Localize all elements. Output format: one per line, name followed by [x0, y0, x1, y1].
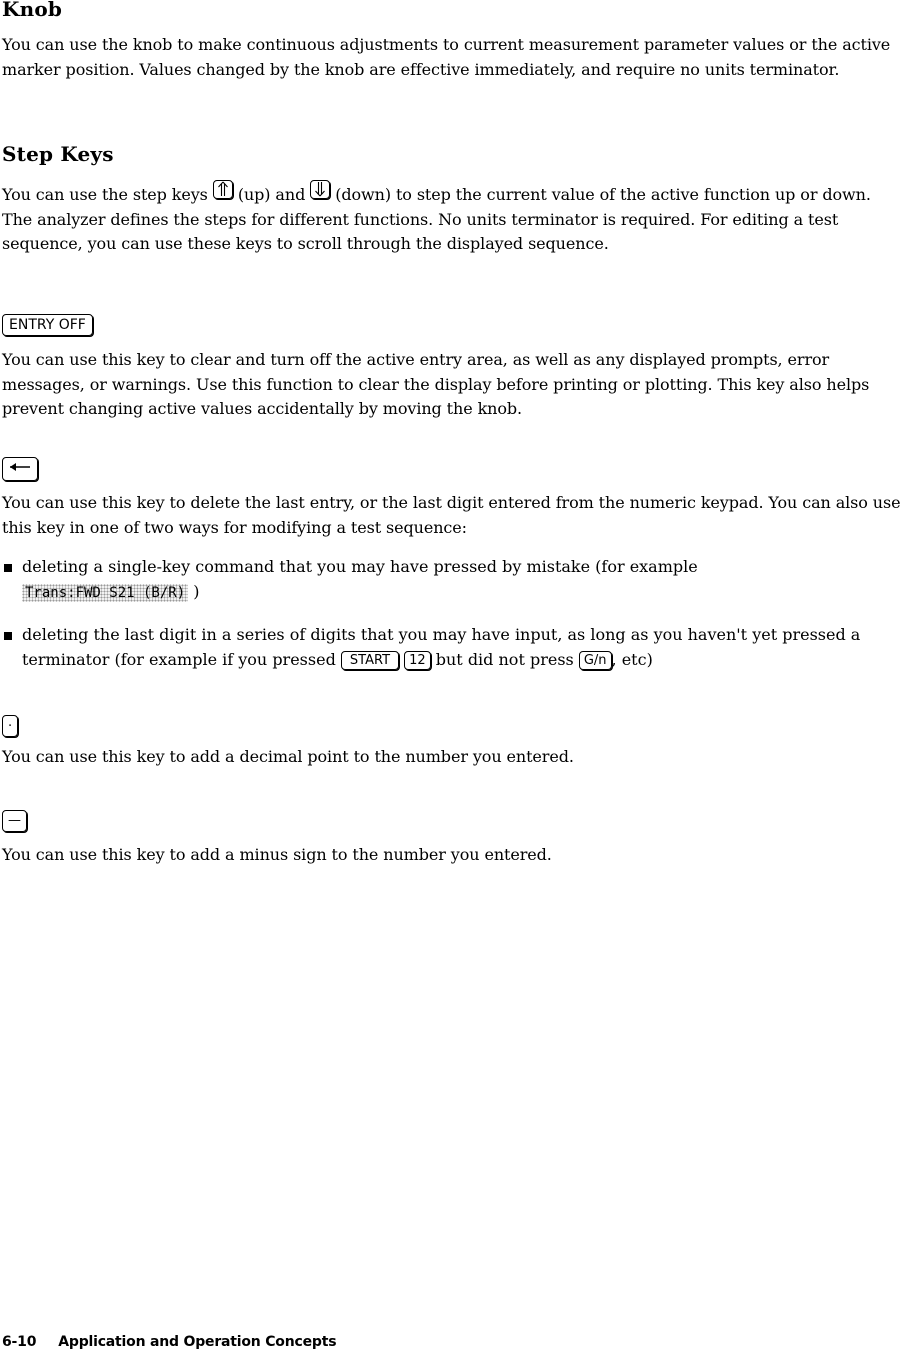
minus-key-heading [2, 810, 27, 832]
bullet-2-text-before: deleting the last digit in a series of digits that you may have input, as long as you haven't yet pressed a terminator (for example if you pressed [22, 625, 861, 669]
entry-off-paragraph: You can use this key to clear and turn off the active entry area, as well as any displayed prompts, error messages, or warnings. Use this function to clear the display before printing or plotting. This key also helps prevent changing active values accidentally by moving the knob. [2, 350, 870, 418]
entry-off-key-heading [2, 314, 93, 336]
entry-off-key[interactable]: ENTRY OFF [2, 314, 93, 336]
bullet-square-icon [4, 564, 12, 572]
g-n-key[interactable]: G/n [579, 651, 612, 670]
bullet-item-2 [2, 623, 902, 672]
step-keys-text-3: (down) to step the current value of the active function up or down. The analyzer defines the steps for different functions. No units terminator is required. For editing a test sequence, you can use these keys to scroll through the displayed sequence. [2, 185, 871, 253]
page-footer [2, 1334, 336, 1350]
step-keys-paragraph [2, 180, 902, 257]
decimal-key[interactable]: . [2, 715, 18, 737]
down-arrow-key[interactable] [310, 180, 330, 199]
bullet-item-1 [2, 555, 902, 604]
decimal-paragraph: You can use this key to add a decimal point to the number you entered. [2, 747, 574, 766]
backspace-key-heading [2, 457, 38, 486]
minus-key[interactable]: — [2, 810, 27, 832]
backspace-key[interactable] [2, 457, 38, 481]
backspace-arrow-icon [8, 460, 32, 474]
step-keys-text-2: (up) and [237, 185, 306, 204]
bullet-2-text-middle: but did not press [435, 649, 574, 669]
knob-paragraph: You can use the knob to make continuous adjustments to current measurement parameter values or the active marker position. Values changed by the knob are effective immediately, and require no units terminator. [2, 35, 891, 79]
bullet-2-text-after: , etc) [611, 649, 653, 669]
up-arrow-icon [217, 181, 229, 197]
bullet-square-icon [4, 632, 12, 640]
decimal-key-heading [2, 712, 18, 737]
backspace-paragraph: You can use this key to delete the last entry, or the last digit entered from the numeric keypad. You can also use this key in one of two ways for modifying a test sequence: [2, 493, 901, 537]
bullet-1-text-after: ) [193, 581, 200, 601]
knob-heading: Knob [2, 0, 63, 21]
digit-12-key[interactable]: 12 [404, 651, 431, 670]
up-arrow-key[interactable] [213, 180, 233, 199]
footer-section-title: Application and Operation Concepts [58, 1334, 337, 1350]
start-key[interactable]: START [341, 651, 399, 670]
step-keys-heading: Step Keys [2, 142, 114, 166]
minus-paragraph: You can use this key to add a minus sign to the number you entered. [2, 845, 552, 864]
bullet-1-text-before: deleting a single-key command that you may have pressed by mistake (for example [22, 557, 698, 576]
page-number: 6-10 [2, 1334, 37, 1350]
step-keys-text-1: You can use the step keys [2, 185, 208, 204]
softkey-trans-fwd-s21[interactable]: Trans:FWD S21 (B/R) [22, 584, 188, 602]
down-arrow-icon [314, 181, 326, 197]
